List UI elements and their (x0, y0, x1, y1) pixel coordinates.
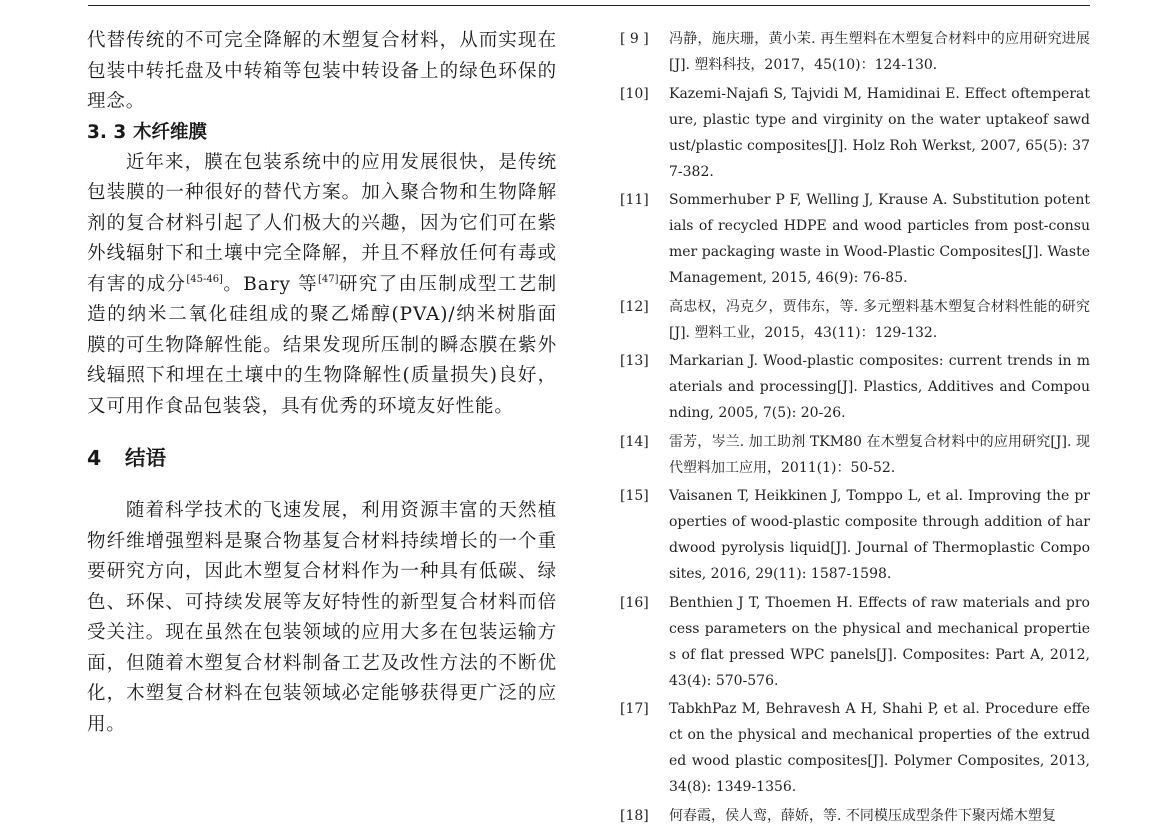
reference-number: [15] (620, 488, 649, 504)
reference-text: TabkhPaz M, Behravesh A H, Shahi P, et al. Procedure effect on the physical and mechanical properties of the extruded wood plastic composites[J]. Polymer Composites, 2013, 34(8): 1349-1356. (669, 701, 1090, 795)
subsection-title: 木纤维膜 (133, 121, 208, 143)
reference-item (620, 187, 1090, 291)
reference-item (620, 429, 1090, 481)
reference-number: [14] (620, 433, 649, 450)
reference-text: Markarian J. Wood-plastic composites: current trends in materials and processing[J]. Plastics, Additives and Compounding, 2005, 7(5): 20-26. (669, 353, 1090, 421)
reference-text: Vaisanen T, Heikkinen J, Tomppo L, et al. Improving the properties of wood-plastic composite through addition of hardwood pyrolysis liquid[J]. Journal of Thermoplastic Composites, 2016, 29(11): 1587-1598. (669, 488, 1090, 582)
reference-text: Sommerhuber P F, Welling J, Krause A. Substitution potentials of recycled HDPE and wood particles from post-consumer packaging waste in Wood-Plastic Composites[J]. Waste Management, 2015, 46(9): 76-85. (669, 192, 1090, 286)
reference-text: 何春霞，侯人鸾，薛娇，等. 不同模压成型条件下聚丙烯木塑复 (669, 807, 1056, 824)
reference-number: [18] (620, 807, 649, 824)
reference-text: 高忠权，冯克夕，贾伟东，等. 多元塑料基木塑复合材料性能的研究[J]. 塑料工业，2015，43(11)：129-132. (669, 298, 1090, 341)
body-column (87, 26, 557, 740)
reference-list (620, 26, 1090, 831)
citation-45-46: [45-46] (186, 273, 223, 285)
reference-number: [ 9 ] (620, 31, 649, 47)
paragraph-conclusion: 随着科学技术的飞速发展，利用资源丰富的天然植物纤维增强塑料是聚合物基复合材料持续增长的一个重要研究方向，因此木塑复合材料作为一种具有低碳、绿色、环保、可持续发展等友好特性的新型复合材料而倍受关注。现在虽然在包装领域的应用大多在包装运输方面，但随着木塑复合材料制备工艺及改性方法的不断优化，木塑复合材料在包装领域必定能够获得更广泛的应用。 (87, 500, 557, 735)
reference-item (620, 26, 1090, 78)
reference-text: Benthien J T, Thoemen H. Effects of raw materials and process parameters on the physical and mechanical properties of flat pressed WPC panels[J]. Composites: Part A, 2012, 43(4): 570-576. (669, 594, 1090, 689)
reference-text: 冯静，施庆珊，黄小茉. 再生塑料在木塑复合材料中的应用研究进展[J]. 塑料科技，2017，45(10)：124-130. (669, 31, 1090, 73)
reference-item (620, 803, 1090, 829)
reference-text: 雷芳，岑兰. 加工助剂 TKM80 在木塑复合材料中的应用研究[J]. 现代塑料加工应用，2011(1)：50-52. (669, 433, 1090, 476)
reference-item (620, 348, 1090, 426)
section-number: 4 (87, 446, 102, 470)
section-title: 结语 (125, 446, 166, 470)
paragraph-continuation: 代替传统的不可完全降解的木塑复合材料，从而实现在包装中转托盘及中转箱等包装中转设备上的绿色环保的理念。 (87, 30, 557, 112)
reference-item (620, 696, 1090, 800)
citation-47: [47] (317, 273, 339, 285)
reference-number: [12] (620, 298, 649, 315)
subsection-number: 3. 3 (87, 121, 127, 143)
reference-number: [17] (620, 701, 649, 717)
reference-number: [11] (620, 192, 649, 208)
reference-number: [13] (620, 353, 649, 369)
reference-number: [16] (620, 594, 649, 611)
reference-item (620, 81, 1090, 185)
film-text-part3: 研究了由压制成型工艺制造的纳米二氧化硅组成的聚乙烯醇(PVA)/纳米树脂面膜的可生物降解性能。结果发现所压制的瞬态膜在紫外线辐照下和埋在土壤中的生物降解性(质量损失)良好，又可用作食品包装袋，具有优秀的环境友好性能。 (87, 273, 557, 417)
reference-item (620, 294, 1090, 346)
film-text-part1: 近年来，膜在包装系统中的应用发展很快，是传统包装膜的一种很好的替代方案。加入聚合物和生物降解剂的复合材料引起了人们极大的兴趣，因为它们可在紫外线辐射下和土壤中完全降解，并且不释放任何有毒或有害的成分 (87, 151, 557, 295)
reference-item (620, 590, 1090, 694)
subsection-heading (87, 118, 557, 148)
section-heading (87, 442, 557, 474)
paragraph-wood-fiber-film (87, 148, 557, 423)
top-rule (88, 5, 1090, 6)
reference-item (620, 483, 1090, 587)
reference-text: Kazemi-Najafi S, Tajvidi M, Hamidinai E. Effect oftemperature, plastic type and virginity on the water uptakeof sawdust/plastic composites[J]. Holz Roh Werkst, 2007, 65(5): 377-382. (669, 85, 1090, 180)
reference-number: [10] (620, 85, 649, 102)
film-text-part2: 。Bary 等 (222, 273, 318, 295)
